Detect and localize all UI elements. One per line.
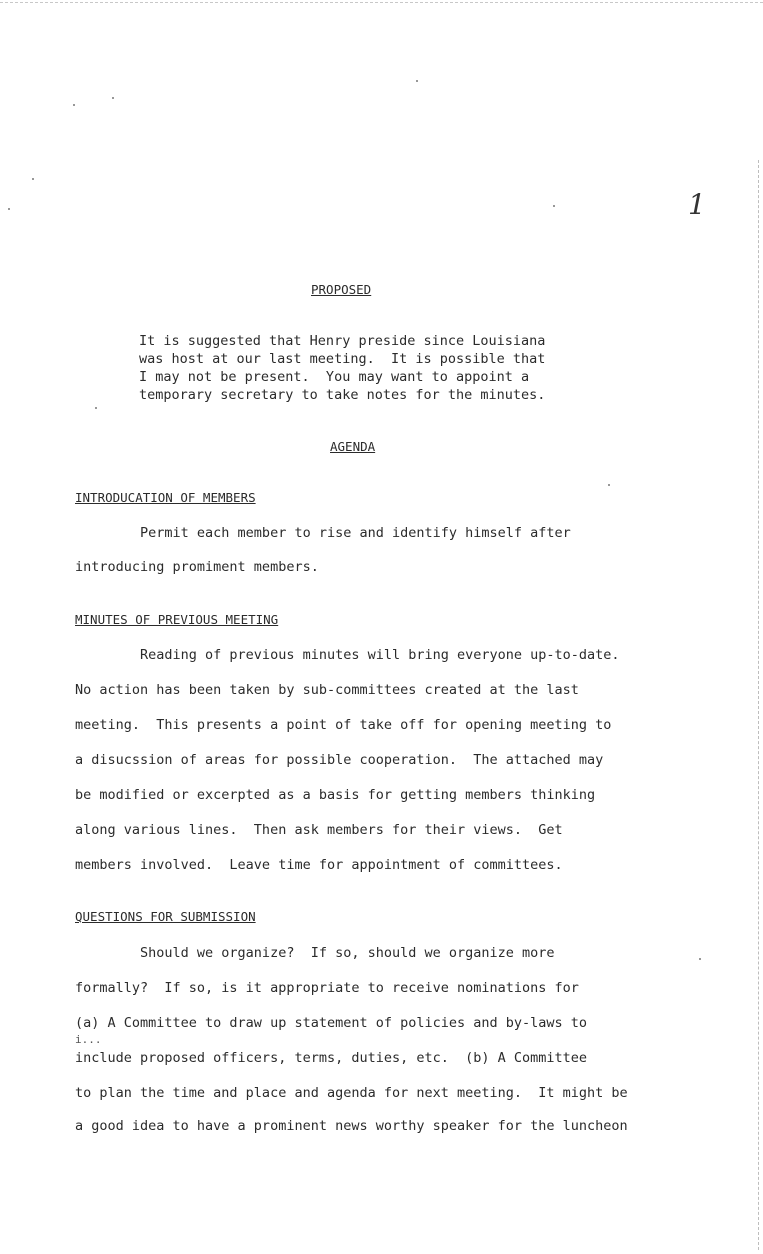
- top-edge-dots: [0, 2, 763, 3]
- minutes-line: meeting. This presents a point of take off for opening meeting to: [75, 717, 612, 733]
- scan-speck: [699, 958, 701, 960]
- page-number: 1: [688, 188, 706, 221]
- agenda-heading: AGENDA: [330, 439, 376, 454]
- scan-speck: [95, 407, 97, 409]
- questions-fragment: i...: [75, 1033, 102, 1046]
- minutes-line: be modified or excerpted as a basis for getting members thinking: [75, 787, 596, 803]
- proposed-heading: PROPOSED: [311, 282, 372, 297]
- questions-heading: QUESTIONS FOR SUBMISSION: [75, 909, 256, 924]
- questions-line: formally? If so, is it appropriate to receive nominations for: [75, 980, 579, 996]
- scan-speck: [73, 104, 75, 106]
- minutes-line: a disucssion of areas for possible cooperation. The attached may: [75, 752, 604, 768]
- questions-line: (a) A Committee to draw up statement of policies and by-laws to: [75, 1015, 588, 1031]
- introduction-line: Permit each member to rise and identify himself after: [75, 525, 571, 541]
- introduction-heading: INTRODUCATION OF MEMBERS: [75, 490, 256, 505]
- questions-line: Should we organize? If so, should we organize more: [75, 945, 555, 961]
- minutes-line: Reading of previous minutes will bring everyone up-to-date.: [75, 647, 620, 663]
- scan-speck: [112, 97, 114, 99]
- questions-line: a good idea to have a prominent news worthy speaker for the luncheon: [75, 1118, 628, 1134]
- minutes-line: along various lines. Then ask members for their views. Get: [75, 822, 563, 838]
- minutes-line: No action has been taken by sub-committees created at the last: [75, 682, 579, 698]
- proposed-line: temporary secretary to take notes for the minutes.: [139, 387, 546, 403]
- questions-line: to plan the time and place and agenda for next meeting. It might be: [75, 1085, 628, 1101]
- scan-speck: [8, 208, 10, 210]
- proposed-line: I may not be present. You may want to appoint a: [139, 369, 530, 385]
- questions-line: include proposed officers, terms, duties, etc. (b) A Committee: [75, 1050, 588, 1066]
- introduction-line: introducing promiment members.: [75, 559, 319, 575]
- minutes-heading: MINUTES OF PREVIOUS MEETING: [75, 612, 279, 627]
- proposed-line: It is suggested that Henry preside since Louisiana: [139, 333, 546, 349]
- scan-speck: [32, 178, 34, 180]
- scan-speck: [553, 205, 555, 207]
- right-edge-marks: [758, 160, 759, 1250]
- minutes-line: members involved. Leave time for appointment of committees.: [75, 857, 563, 873]
- scan-speck: [608, 484, 610, 486]
- scan-speck: [416, 80, 418, 82]
- proposed-line: was host at our last meeting. It is possible that: [139, 351, 546, 367]
